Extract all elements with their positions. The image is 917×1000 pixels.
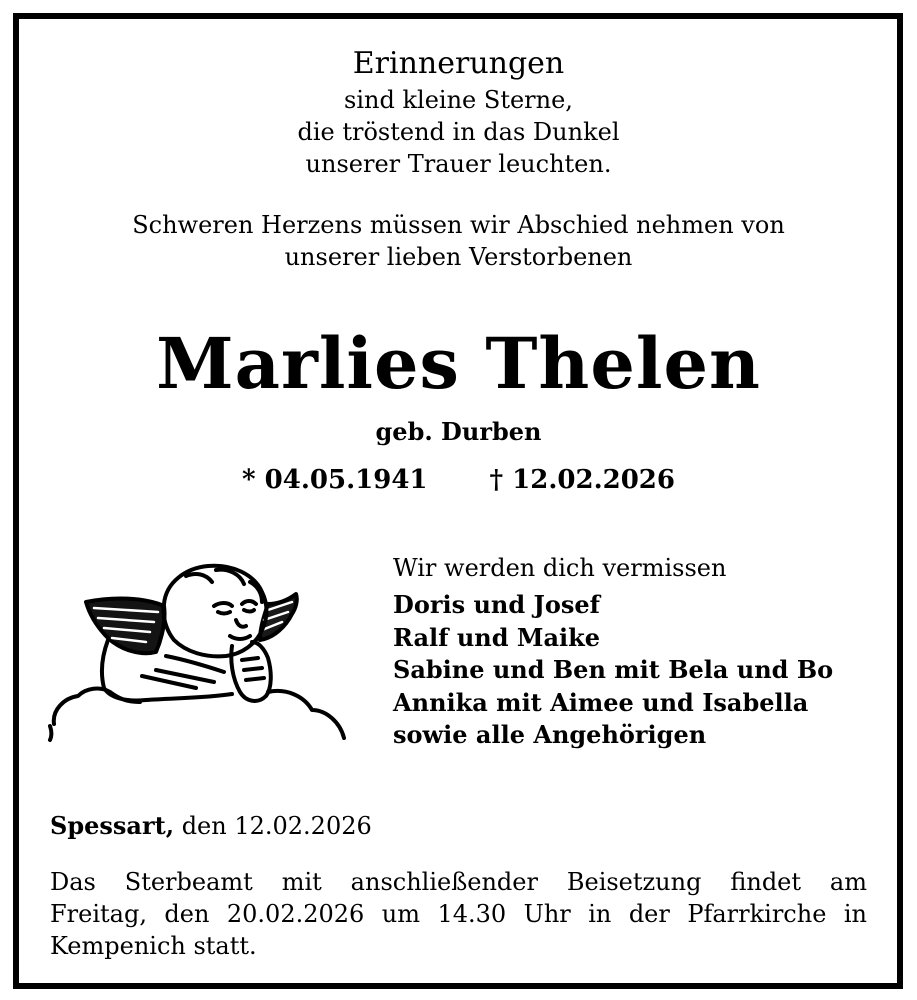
- service-line-2: Freitag, den 20.02.2026 um 14.30 Uhr in der Pfarrkirche in: [50, 900, 867, 928]
- death-date: † 12.02.2026: [489, 465, 675, 495]
- mourner-name: Sabine und Ben mit Bela und Bo: [393, 655, 834, 684]
- poem-line-1: sind kleine Sterne,: [344, 86, 573, 114]
- life-dates: [0, 462, 917, 498]
- birth-date: * 04.05.1941: [242, 465, 428, 495]
- mourner-name: Ralf und Maike: [393, 622, 601, 652]
- intro-line-1: Schweren Herzens müssen wir Abschied nehmen von: [132, 211, 785, 239]
- poem-line-2: die tröstend in das Dunkel: [297, 118, 620, 146]
- service-line-1: Das Sterbeamt mit anschließender Beisetzung findet am: [50, 868, 867, 896]
- mourners-intro: Wir werden dich vermissen: [393, 554, 727, 582]
- left-wing: [86, 599, 165, 654]
- cherub-angel-icon: [46, 560, 350, 748]
- poem-line-3: unserer Trauer leuchten.: [305, 150, 612, 178]
- service-line-3: Kempenich statt.: [50, 932, 257, 960]
- mourner-name: Doris und Josef: [393, 590, 600, 619]
- intro-line-2: unserer lieben Verstorbenen: [284, 243, 633, 271]
- service-details: [50, 866, 867, 962]
- poem-title: Erinnerungen: [352, 46, 565, 81]
- notice-date: den 12.02.2026: [181, 812, 372, 840]
- deceased-name: Marlies Thelen: [156, 322, 761, 405]
- maiden-name: geb. Durben: [375, 417, 542, 446]
- mourners-block: [393, 551, 893, 752]
- place-name: Spessart,: [50, 811, 175, 840]
- place-date-line: [50, 809, 372, 843]
- mourner-name: sowie alle Angehörigen: [393, 720, 707, 749]
- mourner-name: Annika mit Aimee und Isabella: [393, 687, 809, 717]
